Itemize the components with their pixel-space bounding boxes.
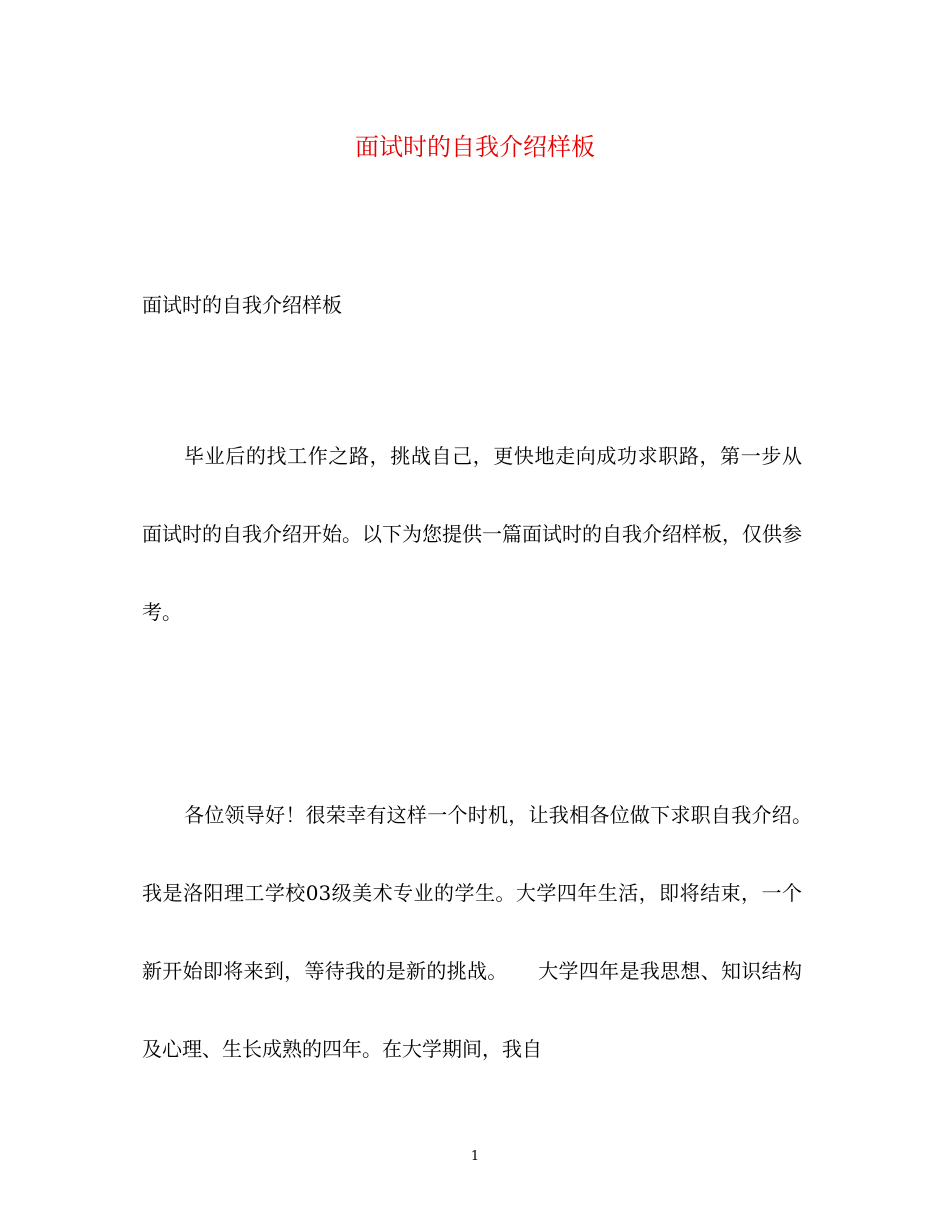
page-number: 1 <box>470 1149 480 1164</box>
paragraph-self-introduction: 各位领导好！很荣幸有这样一个时机，让我相各位做下求职自我介绍。 我是洛阳理工学校03级美术专业的学生。大学四年生活，即将结束，一个新开始即将来到，等待我的是新的挑战。 大学四年是我思想、知识结构及心理、生长成熟的四年。在大学期间，我自 <box>142 803 842 1061</box>
document-subtitle: 面试时的自我介绍样板 <box>142 293 342 317</box>
paragraph-intro: 毕业后的找工作之路，挑战自己，更快地走向成功求职路，第一步从面试时的自我介绍开始。以下为您提供一篇面试时的自我介绍样板，仅供参考。 <box>142 444 802 624</box>
document-title: 面试时的自我介绍样板 <box>355 133 595 161</box>
